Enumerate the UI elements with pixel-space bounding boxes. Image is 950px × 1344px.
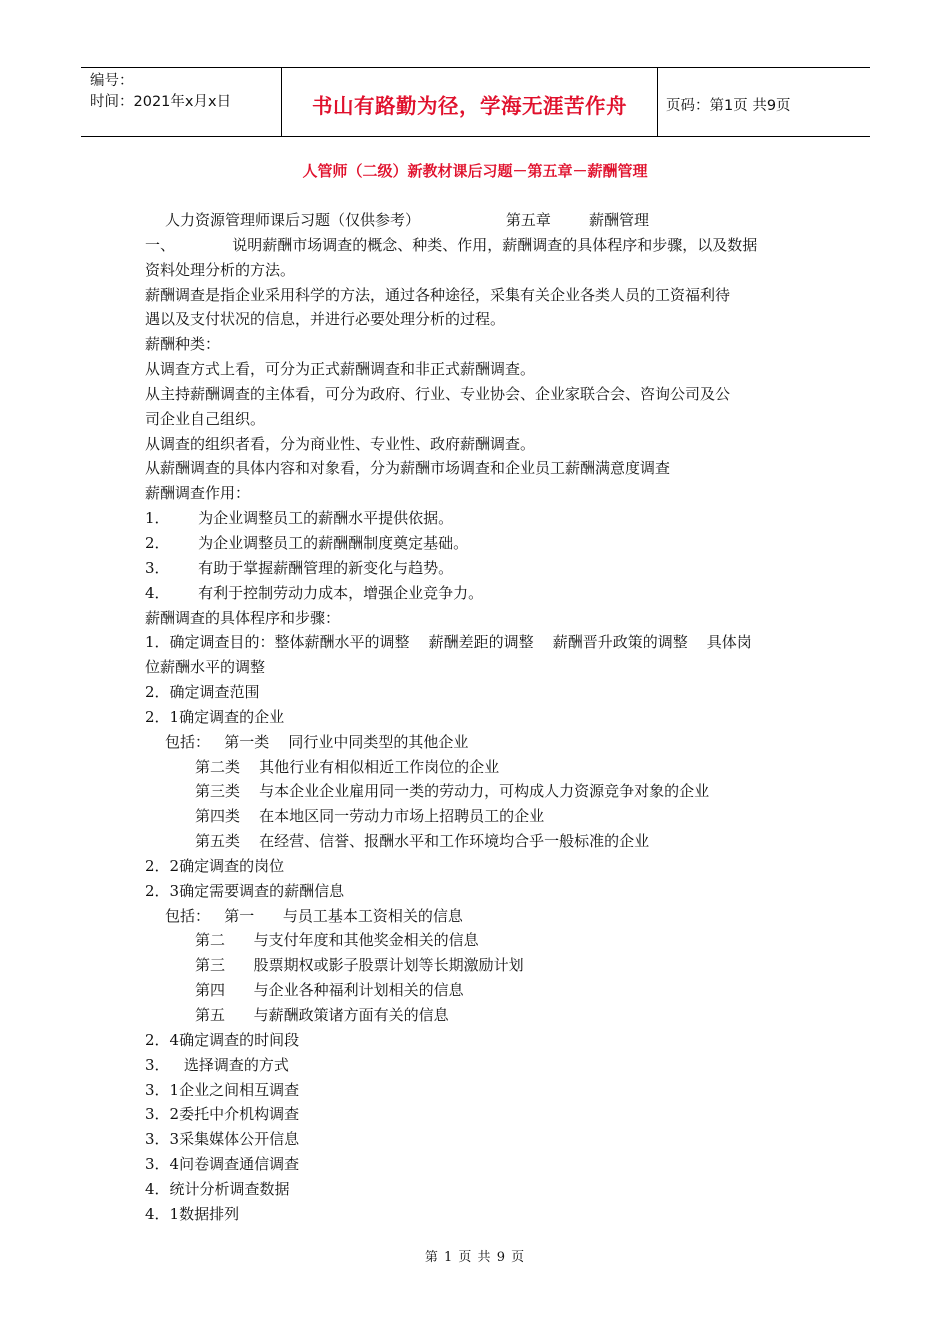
- body-line: 薪酬种类：: [145, 335, 221, 354]
- body-line: 遇以及支付状况的信息，并进行必要处理分析的过程。: [145, 310, 506, 329]
- body-line: 4．1数据排列: [145, 1204, 240, 1223]
- body-line: 位薪酬水平的调整: [145, 658, 266, 677]
- body-line: 包括： 第一 与员工基本工资相关的信息: [165, 906, 463, 925]
- body-line: 2．确定调查范围: [145, 683, 260, 702]
- body-line: 从主持薪酬调查的主体看，可分为政府、行业、专业协会、企业家联合会、咨询公司及公: [145, 384, 731, 403]
- document-title: 人管师（二级）新教材课后习题－第五章－薪酬管理: [302, 162, 648, 180]
- document-body: [145, 208, 813, 1227]
- body-line: 司企业自己组织。: [145, 409, 266, 428]
- document-time-label: 时间：2021年x月x日: [90, 94, 232, 110]
- body-line: 3．4问卷调查通信调查: [145, 1155, 300, 1174]
- body-line: 第五类 在经营、信誉、报酬水平和工作环境均合乎一般标准的企业: [195, 832, 650, 851]
- body-line: 第三 股票期权或影子股票计划等长期激励计划: [195, 956, 524, 975]
- body-line: 3． 有助于掌握薪酬管理的新变化与趋势。: [145, 558, 454, 577]
- body-line: 人力资源管理师课后习题（仅供参考） 第五章 薪酬管理: [165, 211, 649, 229]
- body-line: 第三类 与本企业企业雇用同一类的劳动力，可构成人力资源竞争对象的企业: [195, 782, 710, 801]
- body-line: 1． 为企业调整员工的薪酬水平提供依据。: [145, 509, 454, 528]
- body-line: 4．统计分析调查数据: [145, 1179, 290, 1198]
- body-line: 从调查方式上看，可分为正式薪酬调查和非正式薪酬调查。: [145, 360, 536, 379]
- body-line: 从薪酬调查的具体内容和对象看，分为薪酬市场调查和企业员工薪酬满意度调查: [145, 459, 671, 478]
- body-line: 第四类 在本地区同一劳动力市场上招聘员工的企业: [195, 807, 545, 826]
- body-line: 2．2确定调查的岗位: [145, 856, 285, 875]
- body-line: 薪酬调查的具体程序和步骤：: [145, 608, 341, 627]
- body-line: 资料处理分析的方法。: [145, 260, 296, 279]
- header-motto: 书山有路勤为径，学海无涯苦作舟: [312, 94, 627, 118]
- body-line: 第四 与企业各种福利计划相关的信息: [195, 981, 464, 1000]
- body-line: 4． 有利于控制劳动力成本，增强企业竞争力。: [145, 583, 484, 602]
- body-line: 第五 与薪酬政策诸方面有关的信息: [195, 1006, 449, 1024]
- document-number-label: 编号：: [90, 73, 134, 89]
- body-line: 3．3采集媒体公开信息: [145, 1130, 300, 1149]
- page-footer: 第 1 页 共 9 页: [424, 1250, 526, 1265]
- body-line: 2．4确定调查的时间段: [145, 1030, 300, 1049]
- body-line: 包括： 第一类 同行业中同类型的其他企业: [165, 732, 469, 751]
- body-line: 2．3确定需要调查的薪酬信息: [145, 881, 345, 900]
- body-line: 一、 说明薪酬市场调查的概念、种类、作用，薪酬调查的具体程序和步骤，以及数据: [145, 235, 758, 254]
- body-line: 1．确定调查目的：整体薪酬水平的调整 薪酬差距的调整 薪酬晋升政策的调整 具体岗: [145, 633, 752, 652]
- body-line: 2． 为企业调整员工的薪酬酬制度奠定基础。: [145, 533, 469, 552]
- header-divider: [657, 68, 658, 136]
- body-line: 薪酬调查作用：: [145, 484, 251, 503]
- header-left: [90, 71, 280, 113]
- body-line: 第二 与支付年度和其他奖金相关的信息: [195, 931, 479, 950]
- header-page-info: 页码：第1页 共9页: [666, 97, 791, 114]
- body-line: 薪酬调查是指企业采用科学的方法，通过各种途径，采集有关企业各类人员的工资福利待: [145, 285, 731, 304]
- body-line: 3．2委托中介机构调查: [145, 1105, 300, 1124]
- page-header: [81, 67, 870, 137]
- body-line: 第二类 其他行业有相似相近工作岗位的企业: [195, 757, 500, 776]
- body-line: 3． 选择调查的方式: [145, 1055, 289, 1074]
- body-line: 从调查的组织者看，分为商业性、专业性、政府薪酬调查。: [145, 434, 536, 453]
- body-line: 3．1企业之间相互调查: [145, 1080, 300, 1099]
- body-line: 2．1确定调查的企业: [145, 707, 285, 726]
